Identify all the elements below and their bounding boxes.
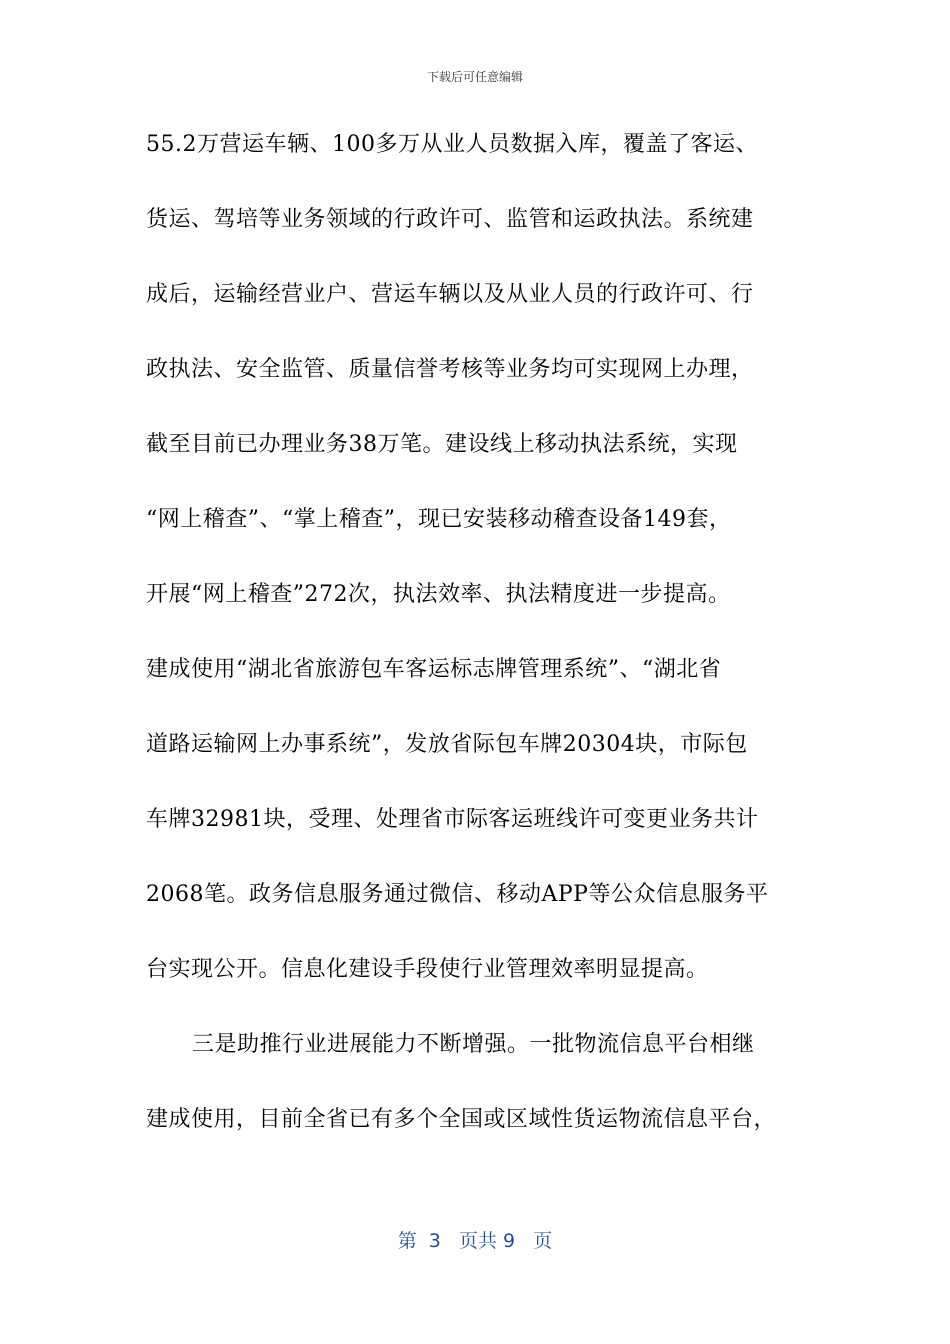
text-line: “网上稽查”、“掌上稽查”，现已安装移动稽查设备149套， bbox=[146, 507, 732, 532]
text-line: 截至目前已办理业务38万笔。建设线上移动执法系统，实现 bbox=[146, 432, 738, 457]
page-number-footer: 第 3 页共 9 页 bbox=[397, 1230, 553, 1252]
text-line: 建成使用“湖北省旅游包车客运标志牌管理系统”、“湖北省 bbox=[146, 657, 722, 682]
body-text bbox=[146, 124, 806, 1174]
paragraph-start-line: 三是助推行业进展能力不断增强。一批物流信息平台相继 bbox=[192, 1032, 755, 1057]
text-line: 车牌32981块，受理、处理省市际客运班线许可变更业务共计 bbox=[146, 807, 759, 832]
text-line: 55.2万营运车辆、100多万从业人员数据入库，覆盖了客运、 bbox=[146, 132, 758, 157]
text-line: 成后，运输经营业户、营运车辆以及从业人员的行政许可、行 bbox=[146, 282, 754, 307]
text-line: 开展“网上稽查”272次，执法效率、执法精度进一步提高。 bbox=[146, 582, 731, 607]
text-line: 台实现公开。信息化建设手段使行业管理效率明显提高。 bbox=[146, 957, 709, 982]
text-line: 2068笔。政务信息服务通过微信、移动APP等公众信息服务平 bbox=[146, 882, 769, 907]
text-line: 政执法、安全监管、质量信誉考核等业务均可实现网上办理， bbox=[146, 357, 754, 382]
text-line: 货运、驾培等业务领域的行政许可、监管和运政执法。系统建 bbox=[146, 207, 754, 232]
text-line: 道路运输网上办事系统”，发放省际包车牌20304块，市际包 bbox=[146, 732, 748, 757]
header-note: 下载后可任意编辑 bbox=[426, 70, 523, 84]
text-line: 建成使用，目前全省已有多个全国或区域性货运物流信息平台， bbox=[146, 1107, 777, 1132]
